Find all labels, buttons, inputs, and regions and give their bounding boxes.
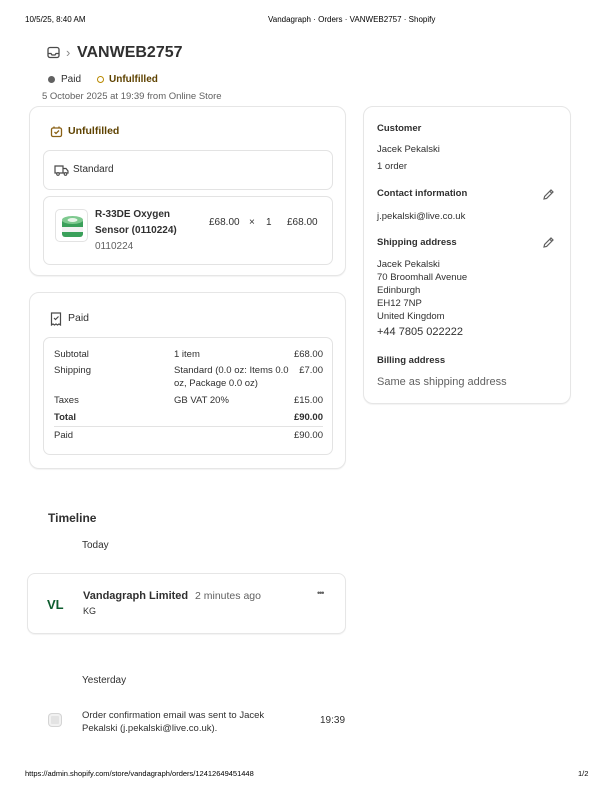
shipping-desc-line2: oz, Package 0.0 oz) xyxy=(174,378,258,389)
unfulfilled-card xyxy=(29,106,346,276)
item-unit-price: £68.00 xyxy=(209,217,240,228)
event-time: 19:39 xyxy=(320,715,346,726)
receipt-icon xyxy=(50,312,62,326)
taxes-desc: GB VAT 20% xyxy=(174,395,229,406)
fulfillment-box-icon xyxy=(50,125,63,138)
payment-card xyxy=(29,292,346,469)
address-line-street: 70 Broomhall Avenue xyxy=(377,272,468,283)
customer-name-link[interactable]: Jacek Pekalski xyxy=(377,144,440,155)
shipping-desc-line1: Standard (0.0 oz: Items 0.0 xyxy=(174,365,289,376)
shipping-address-heading: Shipping address xyxy=(377,237,457,248)
avatar: VL xyxy=(47,597,64,612)
subtotal-desc: 1 item xyxy=(174,349,200,360)
total-label: Total xyxy=(54,412,76,423)
shipping-label: Shipping xyxy=(54,365,91,376)
customer-email[interactable]: j.pekalski@live.co.uk xyxy=(377,211,466,222)
billing-address-heading: Billing address xyxy=(377,355,446,366)
subtotal-label: Subtotal xyxy=(54,349,89,360)
paid-amount: £90.00 xyxy=(293,430,323,441)
timeline-day-today: Today xyxy=(82,540,109,551)
total-amount: £90.00 xyxy=(293,412,323,423)
taxes-label: Taxes xyxy=(54,395,79,406)
event-text-line1: Order confirmation email was sent to Jacek xyxy=(82,710,265,721)
item-quantity: 1 xyxy=(266,217,272,228)
comment-text: KG xyxy=(83,606,97,616)
taxes-amount: £15.00 xyxy=(293,395,323,406)
print-title: Vandagraph · Orders · VANWEB2757 · Shopify xyxy=(268,15,436,24)
comment-time: 2 minutes ago xyxy=(195,590,261,602)
order-id: VANWEB2757 xyxy=(77,44,183,61)
line-item-box xyxy=(43,196,333,265)
payment-status-badge: Paid xyxy=(61,74,82,85)
edit-shipping-pencil-icon[interactable] xyxy=(542,236,555,249)
customer-card xyxy=(363,106,571,404)
order-placed-text: 5 October 2025 at 19:39 from Online Store xyxy=(42,91,222,102)
unfulfilled-ring-icon xyxy=(97,76,104,83)
comment-author: Vandagraph Limited xyxy=(83,590,189,602)
breadcrumb-chevron-icon: › xyxy=(66,45,71,60)
paid-label: Paid xyxy=(54,430,74,441)
print-datetime: 10/5/25, 8:40 AM xyxy=(25,15,86,24)
customer-heading: Customer xyxy=(377,123,422,134)
truck-icon xyxy=(54,164,69,176)
contact-heading: Contact information xyxy=(377,188,468,199)
product-thumbnail[interactable] xyxy=(55,209,88,242)
edit-contact-pencil-icon[interactable] xyxy=(542,188,555,201)
customer-order-count[interactable]: 1 order xyxy=(377,161,408,172)
timeline-title: Timeline xyxy=(48,511,97,525)
print-url: https://admin.shopify.com/store/vandagraph/orders/12412649451448 xyxy=(25,769,254,778)
paid-divider xyxy=(54,426,323,427)
timeline-event-marker-icon xyxy=(49,714,61,726)
product-name-line1[interactable]: R-33DE Oxygen xyxy=(95,209,171,220)
event-text-line2: Pekalski (j.pekalski@live.co.uk). xyxy=(82,723,218,734)
address-line-name: Jacek Pekalski xyxy=(377,259,440,270)
address-line-city: Edinburgh xyxy=(377,285,421,296)
payment-summary-box xyxy=(43,337,333,455)
product-sku: 0110224 xyxy=(95,241,134,252)
timeline-comment-card xyxy=(27,573,346,634)
billing-address-text: Same as shipping address xyxy=(377,376,507,388)
payment-title: Paid xyxy=(68,312,90,324)
item-total: £68.00 xyxy=(287,217,318,228)
customer-phone[interactable]: +44 7805 022222 xyxy=(377,326,463,338)
product-name-line2[interactable]: Sensor (0110224) xyxy=(95,225,177,236)
address-line-postcode: EH12 7NP xyxy=(377,298,422,309)
orders-icon[interactable] xyxy=(47,46,60,59)
shipping-amount: £7.00 xyxy=(299,365,323,376)
shipping-method-label: Standard xyxy=(73,164,114,175)
subtotal-amount: £68.00 xyxy=(293,349,323,360)
paid-dot-icon xyxy=(48,76,55,83)
timeline-day-yesterday: Yesterday xyxy=(82,675,127,686)
fulfillment-status-badge: Unfulfilled xyxy=(109,74,158,85)
more-actions-icon[interactable]: ••• xyxy=(317,588,324,598)
print-page-number: 1/2 xyxy=(578,769,589,778)
times-sign: × xyxy=(249,217,255,228)
address-line-country: United Kingdom xyxy=(377,311,445,322)
fulfillment-title: Unfulfilled xyxy=(68,125,120,137)
shipping-method-box xyxy=(43,150,333,190)
